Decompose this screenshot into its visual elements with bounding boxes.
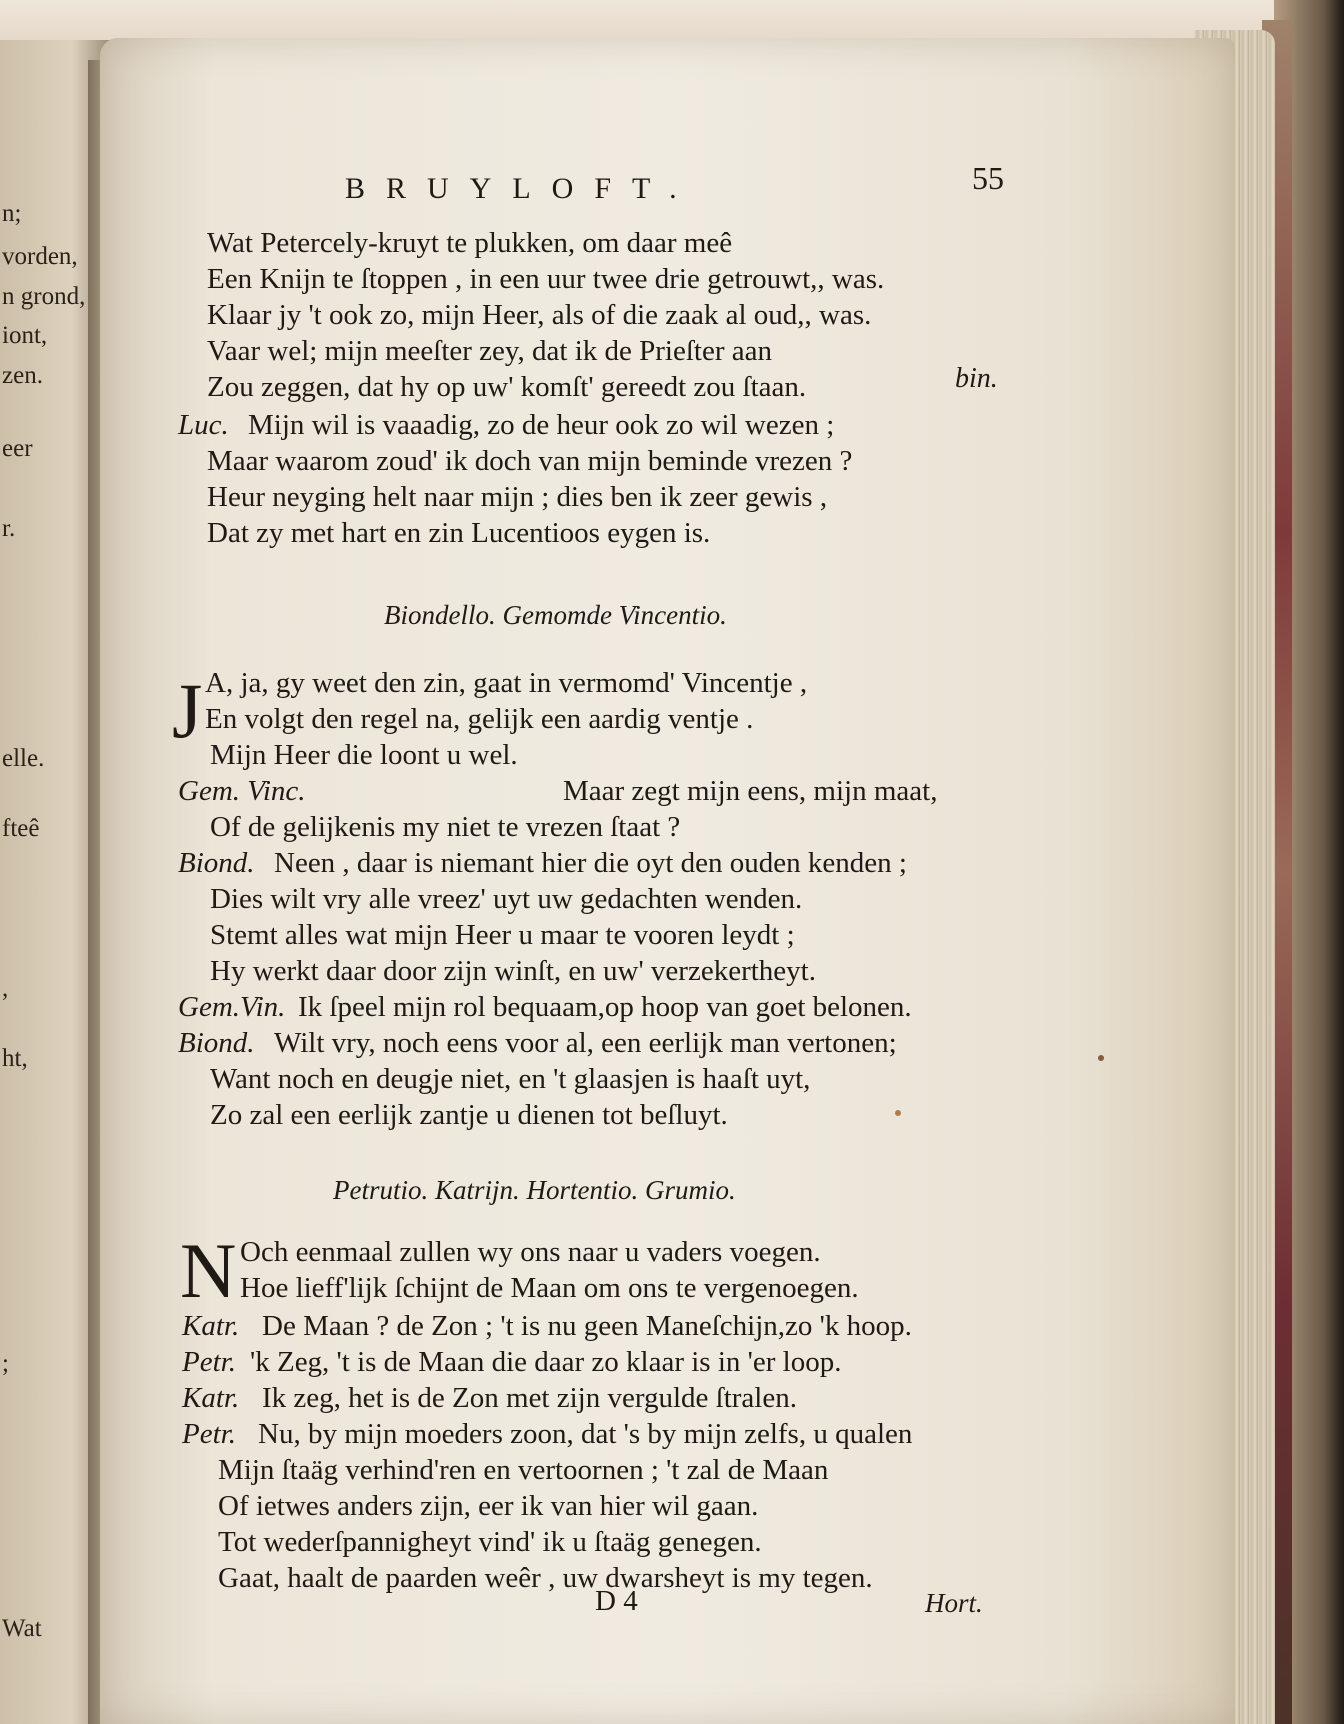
verse-text: 'k Zeg, 't is de Maan die daar zo klaar is in 'er loop. (250, 1346, 842, 1378)
speech-line (178, 408, 834, 442)
left-fragment: eer (2, 435, 33, 462)
verse-line: Dat zy met hart en zin Lucentioos eygen is. (207, 517, 711, 549)
speech-line (182, 1309, 912, 1343)
speech-line (178, 846, 907, 880)
verse-line: Of de gelijkenis my niet te vrezen ſtaat ? (210, 811, 681, 843)
left-fragment: vorden, (2, 243, 78, 270)
stage-direction: bin. (955, 363, 998, 394)
verse-line: Hoe lieff'lijk ſchijnt de Maan om ons te vergenoegen. (240, 1272, 859, 1304)
left-fragment: zen. (2, 362, 43, 389)
verse-line: Heur neyging helt naar mijn ; dies ben ik zeer gewis , (207, 481, 828, 513)
verse-text: Mijn wil is vaaadig, zo de heur ook zo wil wezen ; (248, 409, 835, 441)
verse-line: Of ietwes anders zijn, eer ik van hier wil gaan. (218, 1490, 759, 1522)
left-fragment: ht, (2, 1045, 28, 1072)
speaker-label: Biond. (178, 1027, 255, 1059)
speaker-label: Biond. (178, 847, 255, 879)
left-fragment: Wat (2, 1615, 42, 1642)
left-fragment: iont, (2, 322, 48, 349)
verse-line: Zou zeggen, dat hy op uw' komſt' gereedt zou ſtaan. (207, 371, 807, 403)
running-title: BRUYLOFT. (345, 172, 698, 205)
verse-line: Want noch en deugje niet, en 't glaasjen is haaſt uyt, (210, 1063, 811, 1095)
paper-stain (1098, 1055, 1104, 1061)
verse-line: Klaar jy 't ook zo, mijn Heer, als of die zaak al oud,, was. (207, 299, 872, 331)
verse-line: Een Knijn te ſtoppen , in een uur twee drie getrouwt,, was. (207, 263, 885, 295)
speaker-label: Gem. Vinc. (178, 775, 306, 807)
speaker-label: Petr. (182, 1418, 236, 1450)
speaker-label: Luc. (178, 409, 229, 441)
verse-text: Ik zeg, het is de Zon met zijn vergulde ſtralen. (262, 1382, 797, 1414)
left-fragment: n; (2, 200, 22, 227)
verse-text: Maar zegt mijn eens, mijn maat, (563, 775, 938, 807)
verse-line: Tot wederſpannigheyt vind' ik u ſtaäg genegen. (218, 1526, 762, 1558)
speaker-label: Petr. (182, 1346, 236, 1378)
paper-stain (895, 1110, 901, 1116)
verse-line: Gaat, haalt de paarden weêr , uw dwarsheyt is my tegen. (218, 1562, 873, 1594)
verse-line: Stemt alles wat mijn Heer u maar te vooren leydt ; (210, 919, 795, 951)
speech-line (182, 1381, 797, 1415)
verse-line: Dies wilt vry alle vreez' uyt uw gedachten wenden. (210, 883, 803, 915)
left-fragment: , (2, 975, 9, 1002)
drop-cap: J (172, 667, 203, 754)
verse-line: Mijn ſtaäg verhind'ren en vertoornen ; 't zal de Maan (218, 1454, 829, 1486)
verse-line: Och eenmaal zullen wy ons naar u vaders voegen. (240, 1236, 821, 1268)
speech-line (178, 1026, 897, 1060)
speech-line (178, 990, 912, 1024)
speaker-label: Gem.Vin. (178, 991, 286, 1023)
verse-line: A, ja, gy weet den zin, gaat in vermomd' Vincentje , (205, 667, 808, 699)
speech-line (178, 774, 937, 808)
left-fragment: elle. (2, 745, 45, 772)
verse-line: Zo zal een eerlijk zantje u dienen tot beſluyt. (210, 1099, 728, 1131)
scene-heading: Petrutio. Katrijn. Hortentio. Grumio. (333, 1175, 736, 1205)
verse-line: En volgt den regel na, gelijk een aardig ventje . (205, 703, 754, 735)
speaker-label: Katr. (182, 1310, 240, 1342)
signature-mark: D 4 (595, 1585, 638, 1617)
verse-text: Wilt vry, noch eens voor al, een eerlijk man vertonen; (274, 1027, 897, 1059)
verse-text: De Maan ? de Zon ; 't is nu geen Maneſchijn,zo 'k hoop. (262, 1310, 912, 1342)
verse-text: Nu, by mijn moeders zoon, dat 's by mijn zelfs, u qualen (258, 1418, 913, 1450)
left-fragment: fteê (2, 815, 40, 842)
speaker-label: Katr. (182, 1382, 240, 1414)
drop-cap: N (180, 1227, 237, 1314)
scene-heading: Biondello. Gemomde Vincentio. (384, 600, 727, 630)
speech-line (182, 1345, 841, 1379)
page-number: 55 (972, 160, 1004, 196)
left-fragment: r. (2, 515, 16, 542)
verse-line: Wat Petercely-kruyt te plukken, om daar meê (207, 227, 733, 259)
verse-line: Mijn Heer die loont u wel. (210, 739, 518, 771)
left-fragment: ; (2, 1350, 9, 1377)
verse-line: Vaar wel; mijn meeſter zey, dat ik de Prieſter aan (207, 335, 772, 367)
left-fragment: n grond, (2, 283, 86, 310)
verse-text: Neen , daar is niemant hier die oyt den ouden kenden ; (274, 847, 907, 879)
verse-line: Maar waarom zoud' ik doch van mijn beminde vrezen ? (207, 445, 853, 477)
catchword: Hort. (925, 1588, 983, 1618)
verse-line: Hy werkt daar door zijn winſt, en uw' verzekertheyt. (210, 955, 816, 987)
verse-text: Ik ſpeel mijn rol bequaam,op hoop van goet belonen. (298, 991, 912, 1023)
speech-line (182, 1417, 912, 1451)
